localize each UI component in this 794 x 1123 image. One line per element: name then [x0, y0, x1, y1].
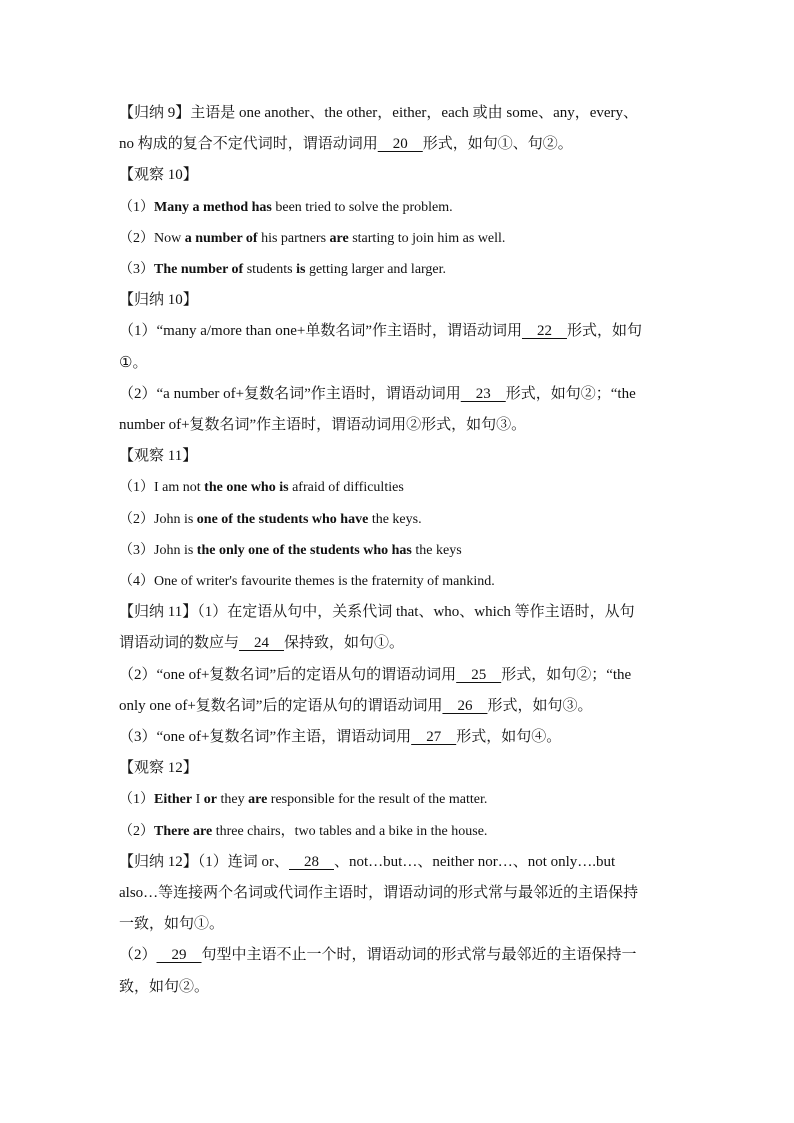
- bold-phrase: Many a method has: [154, 199, 272, 215]
- summary-11-line-3: [119, 660, 681, 691]
- observation-10-sentence-1: [119, 192, 681, 223]
- text: 形式，如句②；“the: [505, 385, 636, 402]
- summary-11-line-4: [119, 691, 681, 722]
- summary-11-line-2: [119, 628, 681, 659]
- summary-12-line-5: 致，如句②。: [119, 978, 210, 995]
- text: 形式，如句④。: [456, 729, 562, 746]
- observation-12-sentence-2: [119, 816, 681, 847]
- bold-phrase: a number of: [184, 230, 258, 246]
- blank-24: 24: [239, 635, 285, 652]
- text: they: [217, 792, 249, 808]
- text: 形式，如句③。: [487, 697, 593, 714]
- document-body: [119, 98, 681, 1003]
- bold-phrase: Either: [154, 792, 193, 808]
- sentence-number: （1）: [119, 792, 154, 808]
- sentence-number: （3）: [119, 542, 154, 558]
- text: 形式，如句②；“the: [501, 666, 632, 683]
- text: 、not…but…、neither nor…、not only….but: [334, 853, 616, 870]
- summary-10-point-1-cont: ①。: [119, 354, 148, 371]
- text: John is: [154, 542, 197, 558]
- text: 保持致，如句①。: [284, 635, 405, 652]
- sentence-number: （4）: [119, 574, 154, 590]
- text: （3）“one of+复数名词”作主语，谓语动词用: [119, 729, 412, 746]
- observation-12-heading: 【观察 12】: [119, 760, 198, 777]
- summary-10-point-2-cont: number of+复数名词”作主语时，谓语动词用②形式，如句③。: [119, 417, 527, 434]
- bold-phrase: There are: [154, 823, 213, 839]
- observation-10-sentence-3: [119, 254, 681, 285]
- bold-phrase: the only one of the students who has: [196, 542, 412, 558]
- text: the keys: [411, 542, 462, 558]
- blank-28: 28: [289, 853, 334, 870]
- blank-25: 25: [456, 666, 502, 683]
- text: getting larger and larger.: [305, 262, 447, 278]
- summary-11-line-5: [119, 722, 681, 753]
- sentence-number: （3）: [119, 262, 154, 278]
- text: I am not: [154, 480, 205, 496]
- text: been tried to solve the problem.: [271, 199, 453, 215]
- text: Now: [154, 230, 185, 246]
- sentence-number: （2）: [119, 511, 154, 527]
- observation-12-sentence-1: [119, 784, 681, 815]
- bold-phrase: one of the students who have: [196, 511, 369, 527]
- text: the keys.: [368, 511, 422, 527]
- text: 形式，如句: [566, 323, 642, 340]
- observation-11-heading: 【观察 11】: [119, 448, 198, 465]
- summary-9-line-2: [119, 129, 681, 160]
- observation-11-sentence-2: [119, 504, 681, 535]
- bold-phrase: or: [203, 792, 217, 808]
- bold-phrase: are: [248, 792, 268, 808]
- text: 句型中主语不止一个时，谓语动词的形式常与最邻近的主语保持一: [201, 947, 637, 964]
- sentence-number: （2）: [119, 823, 154, 839]
- blank-22: 22: [521, 323, 567, 340]
- text: afraid of difficulties: [288, 480, 404, 496]
- sentence-number: （1）: [119, 480, 154, 496]
- summary-12-line-2: also…等连接两个名词或代词作主语时，谓语动词的形式常与最邻近的主语保持: [119, 885, 639, 902]
- bold-phrase: The number of: [154, 262, 244, 278]
- text: （2）“a number of+复数名词”作主语时，谓语动词用: [119, 385, 461, 402]
- summary-9-line-1: 【归纳 9】主语是 one another、the other，either，each 或由 some、any，every、: [119, 105, 639, 121]
- text: 谓语动词的数应与: [119, 635, 240, 652]
- text: only one of+复数名词”后的定语从句的谓语动词用: [119, 697, 443, 714]
- text: his partners: [257, 230, 330, 246]
- text: 【归纳 12】（1）连词 or、: [119, 853, 289, 870]
- summary-10-point-2: [119, 379, 681, 410]
- observation-10-sentence-2: [119, 223, 681, 254]
- text: responsible for the result of the matter.: [267, 792, 488, 808]
- summary-10-heading: 【归纳 10】: [119, 292, 198, 309]
- blank-23: 23: [460, 385, 506, 402]
- text: （1）“many a/more than one+单数名词”作主语时，谓语动词用: [119, 323, 522, 340]
- observation-10-heading: 【观察 10】: [119, 167, 198, 184]
- blank-27: 27: [411, 729, 457, 746]
- text: students: [243, 262, 297, 278]
- bold-phrase: is: [296, 262, 306, 278]
- text: （2）: [119, 947, 157, 964]
- summary-12-line-1: [119, 847, 681, 878]
- blank-20: 20: [377, 136, 423, 153]
- summary-12-line-4: [119, 940, 681, 971]
- blank-29: 29: [156, 947, 202, 964]
- sentence-number: （1）: [119, 199, 154, 215]
- summary-11-line-1: 【归纳 11】（1）在定语从句中，关系代词 that、who、which 等作主语时，从句: [119, 604, 635, 621]
- observation-11-sentence-1: [119, 472, 681, 503]
- text: John is: [154, 511, 197, 527]
- text: three chairs，two tables and a bike in the house.: [212, 823, 488, 839]
- summary-10-point-1: [119, 316, 681, 347]
- summary-12-line-3: 一致，如句①。: [119, 916, 225, 933]
- bold-phrase: the one who is: [204, 480, 289, 496]
- sentence-number: （2）: [119, 230, 154, 246]
- observation-11-sentence-4: [119, 566, 681, 597]
- text: 形式，如句①、句②。: [422, 136, 573, 153]
- text: no 构成的复合不定代词时，谓语动词用: [119, 136, 378, 153]
- text: （2）“one of+复数名词”后的定语从句的谓语动词用: [119, 666, 457, 683]
- text: I: [192, 792, 204, 808]
- blank-26: 26: [442, 697, 488, 714]
- observation-11-sentence-3: [119, 535, 681, 566]
- bold-phrase: are: [329, 230, 349, 246]
- text: starting to join him as well.: [348, 230, 506, 246]
- text: One of writer's favourite themes is the fraternity of mankind.: [154, 574, 495, 590]
